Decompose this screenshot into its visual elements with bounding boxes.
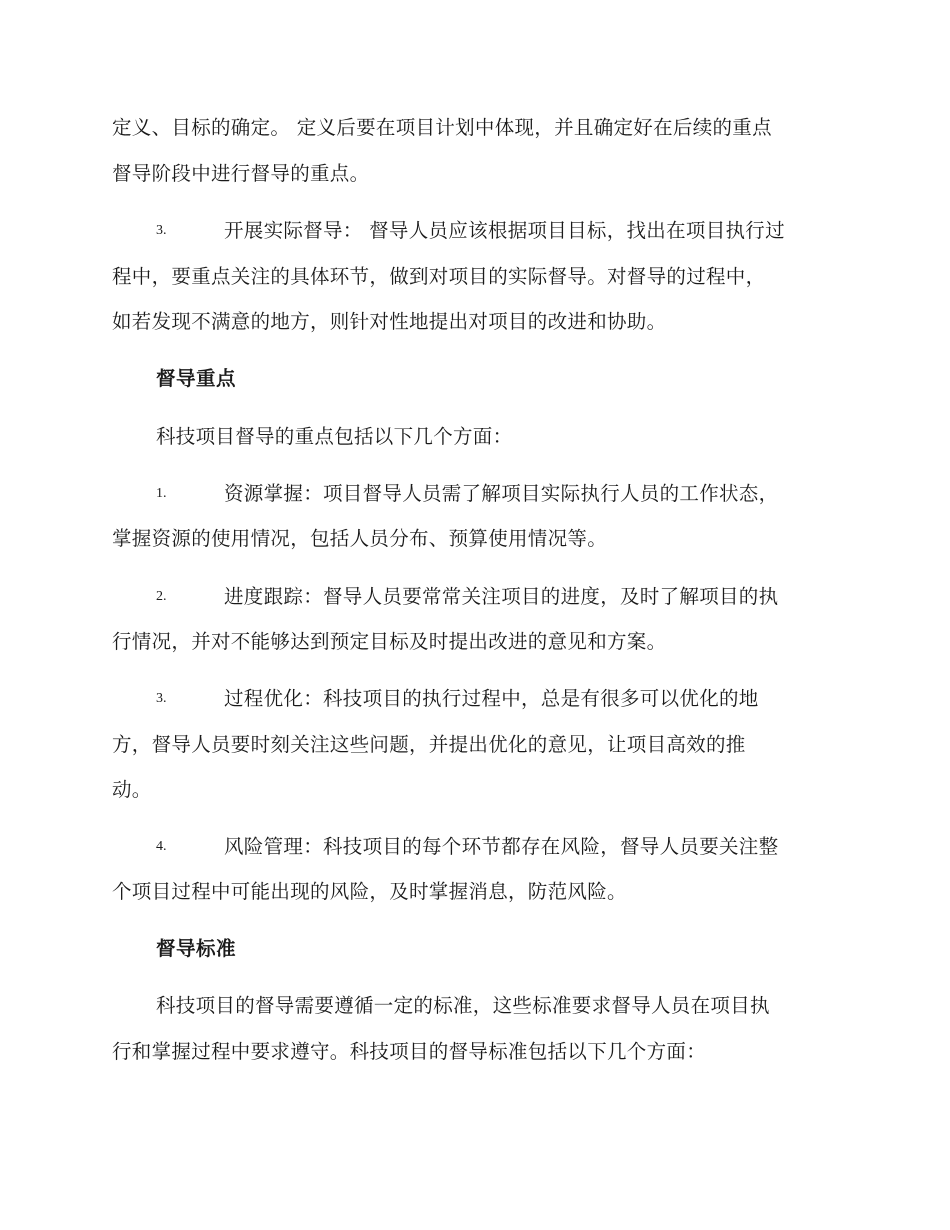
list-item-number: 3. xyxy=(156,691,167,706)
list-item-number: 3. xyxy=(156,223,167,238)
list-item-number: 4. xyxy=(156,839,167,854)
list-item-text: 风险管理：科技项目的每个环节都存在风险，督导人员要关注整 xyxy=(224,835,779,858)
section-heading: 督导标准 xyxy=(156,937,237,960)
list-item-text: 开展实际督导： 督导人员应该根据项目目标，找出在项目执行过 xyxy=(224,219,785,242)
paragraph-line: 督导阶段中进行督导的重点。 xyxy=(112,162,370,185)
paragraph-line: 科技项目的督导需要遵循一定的标准，这些标准要求督导人员在项目执 xyxy=(156,994,770,1017)
paragraph-line: 方，督导人员要时刻关注这些问题，并提出优化的意见，让项目高效的推 xyxy=(112,733,746,756)
paragraph-line: 动。 xyxy=(112,778,152,801)
section-intro: 科技项目督导的重点包括以下几个方面： xyxy=(156,425,513,448)
paragraph-line: 行情况，并对不能够达到预定目标及时提出改进的意见和方案。 xyxy=(112,630,667,653)
list-item-number: 2. xyxy=(156,589,167,604)
list-item-text: 进度跟踪：督导人员要常常关注项目的进度，及时了解项目的执 xyxy=(224,585,779,608)
paragraph-line: 如若发现不满意的地方，则针对性地提出对项目的改进和协助。 xyxy=(112,310,667,333)
paragraph-line: 程中，要重点关注的具体环节，做到对项目的实际督导。对督导的过程中， xyxy=(112,265,766,288)
paragraph-line: 行和掌握过程中要求遵守。科技项目的督导标准包括以下几个方面： xyxy=(112,1040,707,1063)
section-heading: 督导重点 xyxy=(156,367,237,390)
paragraph-line: 定义、目标的确定。 定义后要在项目计划中体现，并且确定好在后续的重点 xyxy=(112,116,772,139)
paragraph-line: 个项目过程中可能出现的风险，及时掌握消息，防范风险。 xyxy=(112,880,627,903)
list-item-text: 资源掌握：项目督导人员需了解项目实际执行人员的工作状态， xyxy=(224,482,779,505)
list-item-number: 1. xyxy=(156,486,167,501)
list-item-text: 过程优化：科技项目的执行过程中，总是有很多可以优化的地 xyxy=(224,687,759,710)
paragraph-line: 掌握资源的使用情况，包括人员分布、预算使用情况等。 xyxy=(112,527,608,550)
